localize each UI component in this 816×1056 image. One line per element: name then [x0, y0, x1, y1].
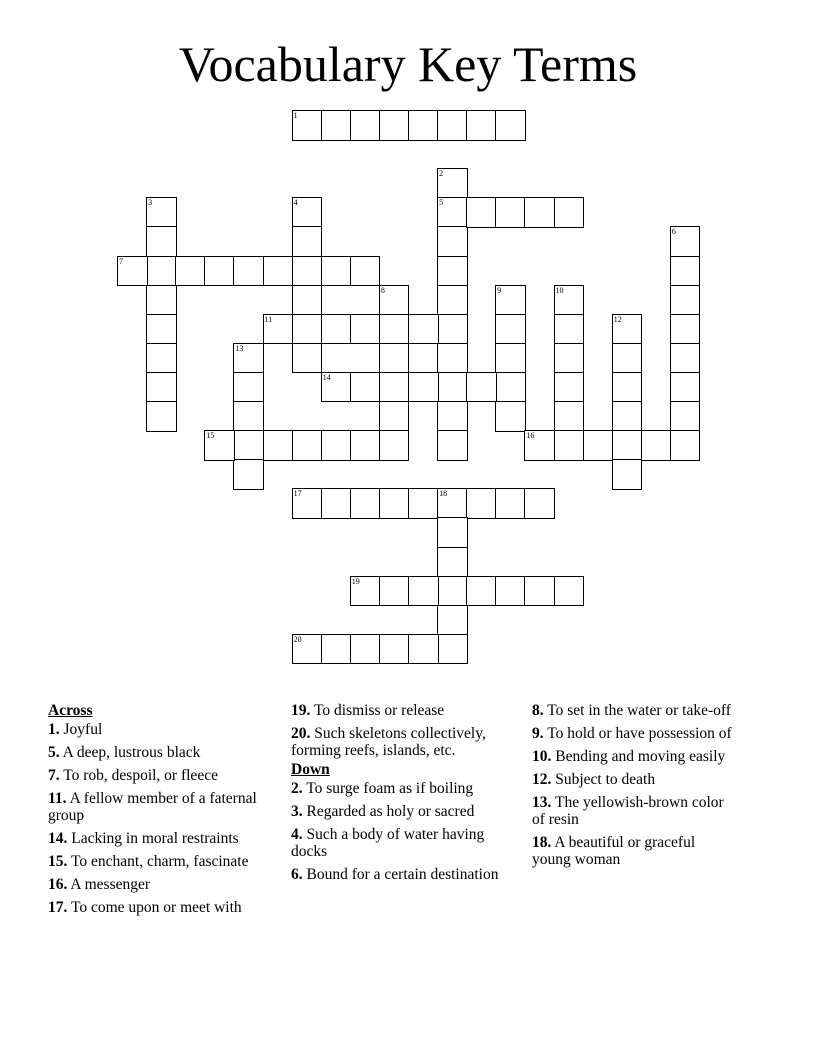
- crossword-cell[interactable]: [292, 634, 323, 665]
- crossword-cell[interactable]: [379, 285, 410, 316]
- crossword-cell[interactable]: [292, 256, 323, 287]
- crossword-cell[interactable]: [379, 634, 410, 665]
- crossword-cell[interactable]: [670, 256, 701, 287]
- crossword-cell[interactable]: [379, 401, 410, 432]
- crossword-cell[interactable]: [379, 576, 410, 607]
- cell-number: 19: [351, 576, 360, 586]
- crossword-cell[interactable]: [263, 430, 294, 461]
- crossword-cell[interactable]: [321, 634, 352, 665]
- crossword-cell[interactable]: [233, 401, 264, 432]
- crossword-cell[interactable]: [292, 110, 323, 141]
- cell-number: 16: [526, 431, 535, 441]
- cell-number: 4: [293, 198, 298, 208]
- cell-number: 6: [671, 227, 676, 237]
- crossword-cell[interactable]: [321, 488, 352, 519]
- crossword-cell[interactable]: [554, 372, 585, 403]
- across-clue: 14. Lacking in moral restraints: [48, 830, 239, 847]
- crossword-cell[interactable]: [437, 256, 468, 287]
- crossword-cell[interactable]: [292, 314, 323, 345]
- crossword-cell[interactable]: [437, 488, 468, 519]
- crossword-cell[interactable]: [350, 372, 381, 403]
- crossword-cell[interactable]: [437, 547, 468, 578]
- crossword-cell[interactable]: [350, 110, 381, 141]
- crossword-cell[interactable]: [146, 372, 177, 403]
- crossword-cell[interactable]: [466, 372, 497, 403]
- cell-number: 2: [439, 169, 444, 179]
- crossword-cell[interactable]: [350, 488, 381, 519]
- across-clue: 5. A deep, lustrous black: [48, 744, 201, 761]
- crossword-cell[interactable]: [292, 197, 323, 228]
- crossword-cell[interactable]: [437, 605, 468, 636]
- crossword-cell[interactable]: [117, 256, 148, 287]
- crossword-cell[interactable]: [233, 372, 264, 403]
- crossword-cell[interactable]: [524, 197, 555, 228]
- crossword-cell[interactable]: [554, 401, 585, 432]
- crossword-cell[interactable]: [554, 197, 585, 228]
- crossword-cell[interactable]: [437, 401, 468, 432]
- crossword-cell[interactable]: [379, 372, 410, 403]
- crossword-cell[interactable]: [583, 430, 614, 461]
- crossword-cell[interactable]: [554, 314, 585, 345]
- crossword-cell[interactable]: [466, 197, 497, 228]
- crossword-cell[interactable]: [379, 343, 410, 374]
- crossword-cell[interactable]: [408, 488, 439, 519]
- crossword-cell[interactable]: [437, 372, 468, 403]
- across-clue: 7. To rob, despoil, or fleece: [48, 767, 218, 784]
- down-clue: 3. Regarded as holy or sacred: [291, 803, 475, 820]
- cell-number: 13: [235, 343, 244, 353]
- down-heading: Down: [291, 761, 330, 778]
- crossword-cell[interactable]: [466, 576, 497, 607]
- across-clue: 15. To enchant, charm, fascinate: [48, 853, 249, 870]
- cell-number: 12: [613, 314, 622, 324]
- crossword-cell[interactable]: [495, 197, 526, 228]
- crossword-cell[interactable]: [321, 256, 352, 287]
- down-clue: 6. Bound for a certain destination: [291, 866, 499, 883]
- clue-column-2: [291, 702, 513, 889]
- down-clue: 4. Such a body of water having docks: [291, 826, 485, 860]
- cell-number: 3: [148, 198, 153, 208]
- cell-number: 1: [293, 111, 298, 120]
- crossword-cell[interactable]: [146, 197, 177, 228]
- crossword-cell[interactable]: [437, 197, 468, 228]
- crossword-cell[interactable]: [524, 576, 555, 607]
- crossword-cell[interactable]: [175, 256, 206, 287]
- crossword-cell[interactable]: [146, 256, 177, 287]
- down-clue: 18. A beautiful or graceful young woman: [532, 834, 696, 868]
- crossword-cell[interactable]: [321, 372, 352, 403]
- across-clue: 11. A fellow member of a faternal group: [48, 790, 257, 824]
- crossword-cell[interactable]: [321, 430, 352, 461]
- crossword-cell[interactable]: [408, 110, 439, 141]
- crossword-cell[interactable]: [437, 430, 468, 461]
- crossword-cell[interactable]: [408, 314, 439, 345]
- crossword-cell[interactable]: [554, 430, 585, 461]
- crossword-cell[interactable]: [437, 517, 468, 548]
- clue-column-3: [532, 702, 732, 874]
- cell-number: 9: [497, 285, 502, 295]
- crossword-cell[interactable]: [437, 576, 468, 607]
- down-clue: 13. The yellowish-brown color of resin: [532, 794, 724, 828]
- crossword-cell[interactable]: [495, 401, 526, 432]
- crossword-cell[interactable]: [554, 343, 585, 374]
- crossword-cell[interactable]: [495, 314, 526, 345]
- crossword-cell[interactable]: [612, 314, 643, 345]
- across-clue: 19. To dismiss or release: [291, 702, 445, 719]
- crossword-cell[interactable]: [233, 256, 264, 287]
- crossword-cell[interactable]: [437, 110, 468, 141]
- crossword-cell[interactable]: [408, 372, 439, 403]
- crossword-cell[interactable]: [612, 401, 643, 432]
- crossword-cell[interactable]: [146, 401, 177, 432]
- crossword-cell[interactable]: [379, 430, 410, 461]
- crossword-cell[interactable]: [379, 314, 410, 345]
- crossword-cell[interactable]: [612, 372, 643, 403]
- crossword-cell[interactable]: [495, 343, 526, 374]
- crossword-cell[interactable]: [350, 576, 381, 607]
- crossword-cell[interactable]: [350, 634, 381, 665]
- crossword-cell[interactable]: [495, 488, 526, 519]
- crossword-cell[interactable]: [495, 372, 526, 403]
- crossword-cell[interactable]: [292, 343, 323, 374]
- crossword-cell[interactable]: [495, 285, 526, 316]
- cell-number: 7: [119, 256, 123, 266]
- crossword-cell[interactable]: [233, 459, 264, 490]
- crossword-cell[interactable]: [437, 168, 468, 199]
- crossword-cell[interactable]: [292, 226, 323, 257]
- crossword-cell[interactable]: [641, 430, 672, 461]
- crossword-cell[interactable]: [379, 488, 410, 519]
- cell-number: 14: [322, 372, 331, 382]
- puzzle-title: Vocabulary Key Terms: [178, 36, 638, 92]
- crossword-cell[interactable]: [466, 488, 497, 519]
- crossword-cell[interactable]: [437, 226, 468, 257]
- cell-number: 17: [293, 489, 302, 499]
- cell-number: 15: [206, 431, 215, 441]
- crossword-cell[interactable]: [437, 343, 468, 374]
- crossword-cell[interactable]: [292, 285, 323, 316]
- crossword-cell[interactable]: [466, 110, 497, 141]
- crossword-cell[interactable]: [233, 343, 264, 374]
- crossword-cell[interactable]: [612, 459, 643, 490]
- crossword-cell[interactable]: [612, 343, 643, 374]
- crossword-cell[interactable]: [495, 110, 526, 141]
- crossword-cell[interactable]: [670, 372, 701, 403]
- crossword-cell[interactable]: [350, 314, 381, 345]
- crossword-cell[interactable]: [437, 634, 468, 665]
- crossword-cell[interactable]: [554, 285, 585, 316]
- down-clue: 10. Bending and moving easily: [532, 748, 726, 765]
- crossword-cell[interactable]: [670, 430, 701, 461]
- crossword-cell[interactable]: [263, 314, 294, 345]
- crossword-cell[interactable]: [146, 226, 177, 257]
- across-clue: 20. Such skeletons collectively, forming reefs, islands, etc.: [291, 725, 486, 759]
- crossword-cell[interactable]: [670, 285, 701, 316]
- crossword-cell[interactable]: [146, 343, 177, 374]
- cell-number: 20: [293, 634, 302, 644]
- crossword-cell[interactable]: [554, 576, 585, 607]
- clue-column-1: [48, 702, 276, 922]
- crossword-cell[interactable]: [146, 285, 177, 316]
- crossword-cell[interactable]: [670, 401, 701, 432]
- cell-number: 10: [555, 285, 564, 295]
- down-clue: 12. Subject to death: [532, 771, 656, 788]
- crossword-cell[interactable]: [612, 430, 643, 461]
- crossword-cell[interactable]: [292, 430, 323, 461]
- crossword-cell[interactable]: [263, 256, 294, 287]
- cell-number: 5: [439, 198, 444, 208]
- crossword-cell[interactable]: [408, 634, 439, 665]
- down-clue: 8. To set in the water or take-off: [532, 702, 731, 719]
- crossword-cell[interactable]: [321, 110, 352, 141]
- crossword-cell[interactable]: [408, 576, 439, 607]
- crossword-cell[interactable]: [204, 430, 235, 461]
- cell-number: 18: [439, 489, 448, 499]
- crossword-cell[interactable]: [292, 488, 323, 519]
- crossword-cell[interactable]: [670, 226, 701, 257]
- crossword-cell[interactable]: [233, 430, 264, 461]
- crossword-cell[interactable]: [350, 430, 381, 461]
- crossword-cell[interactable]: [437, 285, 468, 316]
- crossword-cell[interactable]: [379, 110, 410, 141]
- crossword-cell[interactable]: [321, 314, 352, 345]
- down-clue: 2. To surge foam as if boiling: [291, 780, 474, 797]
- crossword-cell[interactable]: [204, 256, 235, 287]
- crossword-cell[interactable]: [524, 430, 555, 461]
- crossword-cell[interactable]: [437, 314, 468, 345]
- crossword-cell[interactable]: [670, 343, 701, 374]
- crossword-cell[interactable]: [670, 314, 701, 345]
- across-clue: 1. Joyful: [48, 721, 103, 738]
- cell-number: 11: [264, 314, 273, 324]
- across-heading: Across: [48, 702, 93, 719]
- across-clue: 17. To come upon or meet with: [48, 899, 242, 916]
- down-clue: 9. To hold or have possession of: [532, 725, 732, 742]
- crossword-cell[interactable]: [146, 314, 177, 345]
- crossword-cell[interactable]: [350, 256, 381, 287]
- crossword-cell[interactable]: [495, 576, 526, 607]
- crossword-cell[interactable]: [524, 488, 555, 519]
- across-clue: 16. A messenger: [48, 876, 151, 893]
- cell-number: 8: [380, 285, 385, 295]
